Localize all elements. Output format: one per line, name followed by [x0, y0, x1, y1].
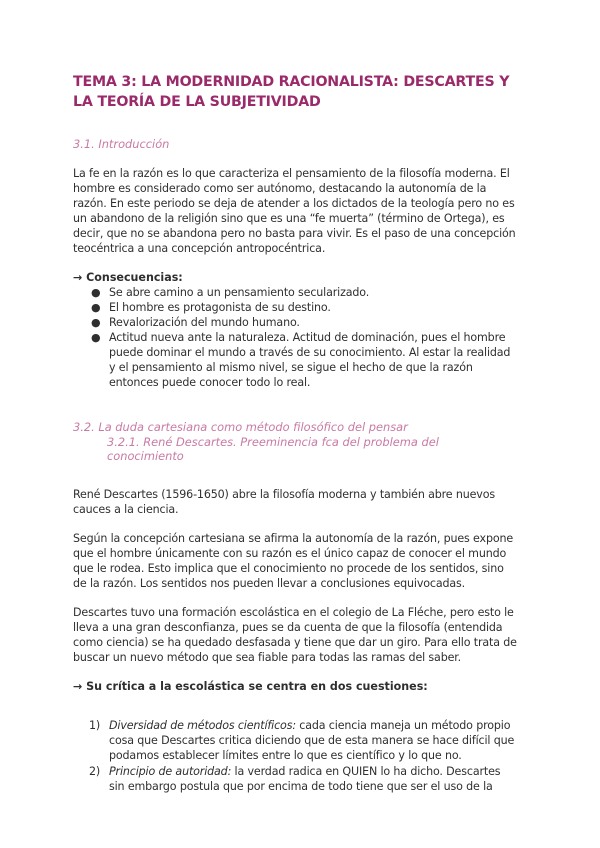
consecuencias-label: → Consecuencias: — [73, 271, 183, 284]
paragraph-formacion-escolastica: Descartes tuvo una formación escolástica en el colegio de La Fléche, pero esto le lleva a una gran desconfianza, pues se da cuenta de que la filosofía (entendida como ciencia) se ha quedado desfasada y tiene que dar un giro. Para ello trata de buscar un nuevo método que sea fiable para todas las ramas del saber. — [73, 606, 517, 664]
consecuencias-list — [73, 285, 518, 390]
list-item — [89, 764, 518, 794]
critica-list — [73, 718, 518, 794]
subsection-heading-descartes: 3.2.1. René Descartes. Preeminencia fca del problema del conocimiento — [107, 435, 439, 463]
list-item — [91, 285, 518, 300]
list-item-text: cada ciencia maneja un método propio cosa que Descartes critica diciendo que de esta manera se hace difícil que podamos establecer límites entre lo que es científico y lo que no. — [109, 719, 515, 762]
list-item — [91, 330, 518, 390]
list-item — [89, 718, 518, 763]
bullet-icon: ● — [91, 301, 101, 314]
paragraph-descartes-intro: René Descartes (1596-1650) abre la filosofía moderna y también abre nuevos cauces a la ciencia. — [73, 488, 495, 516]
list-item-text: Actitud nueva ante la naturaleza. Actitud de dominación, pues el hombre puede dominar el mundo a través de su conocimiento. Al estar la realidad y el pensamiento al mismo nivel, se sigue el hecho de que la razón entonces puede conocer todo lo real. — [109, 331, 511, 389]
bullet-icon: ● — [91, 286, 101, 299]
list-item-term: Principio de autoridad: — [109, 765, 232, 778]
list-item — [91, 315, 518, 330]
bullet-icon: ● — [91, 316, 101, 329]
list-item-term: Diversidad de métodos científicos: — [109, 719, 296, 732]
list-item-text: Se abre camino a un pensamiento secularizado. — [109, 286, 370, 299]
list-item-text: Revalorización del mundo humano. — [109, 316, 300, 329]
list-item-text: la verdad radica en QUIEN lo ha dicho. Descartes sin embargo postula que por encima de todo tiene que ser el uso de la — [109, 765, 501, 793]
section-heading-duda-cartesiana: 3.2. La duda cartesiana como método filosófico del pensar — [73, 420, 408, 434]
list-item — [91, 300, 518, 315]
critica-label: → Su crítica a la escolástica se centra en dos cuestiones: — [73, 680, 428, 693]
document-title: TEMA 3: LA MODERNIDAD RACIONALISTA: DESCARTES Y LA TEORÍA DE LA SUBJETIVIDAD — [73, 74, 510, 110]
list-number: 1) — [89, 719, 101, 732]
intro-paragraph: La fe en la razón es lo que caracteriza el pensamiento de la filosofía moderna. El hombre es considerado como ser autónomo, destacando la autonomía de la razón. En este periodo se deja de atender a los dictados de la teología pero no es un abandono de la religión sino que es una “fe muerta” (término de Ortega), es decir, que no se abandona pero no basta para vivir. Es el paso de una concepción teocéntrica a una concepción antropocéntrica. — [73, 167, 516, 255]
paragraph-concepcion-cartesiana: Según la concepción cartesiana se afirma la autonomía de la razón, pues expone que el hombre únicamente con su razón es el único capaz de conocer el mundo que le rodea. Esto implica que el conocimiento no procede de los sentidos, sino de la razón. Los sentidos nos pueden llevar a conclusiones equivocadas. — [73, 532, 514, 590]
list-item-text: El hombre es protagonista de su destino. — [109, 301, 331, 314]
list-number: 2) — [89, 765, 101, 778]
section-heading-introduccion: 3.1. Introducción — [73, 137, 170, 151]
bullet-icon: ● — [91, 331, 101, 344]
